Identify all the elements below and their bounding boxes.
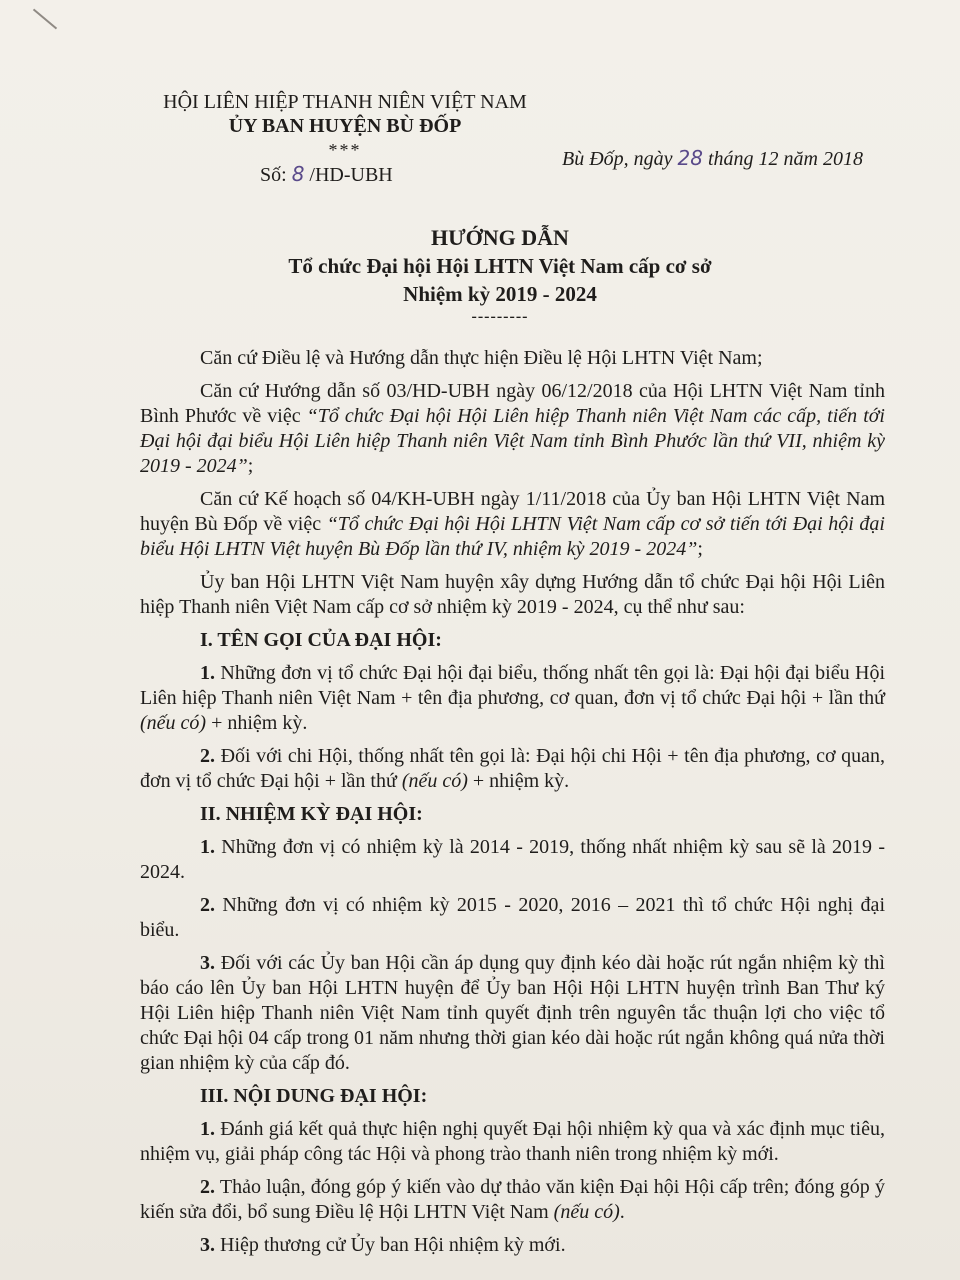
item-text: Những đơn vị tổ chức Đại hội đại biểu, thống nhất tên gọi là: Đại hội đại biểu Hội Liên hiệp Thanh niên Việt Nam + tên địa phương, cơ quan, đơn vị tổ chức Đại hội + lần thứ	[140, 662, 885, 709]
organization-name: HỘI LIÊN HIỆP THANH NIÊN VIỆT NAM	[163, 91, 527, 113]
section-2-item-2	[140, 893, 885, 943]
item-text: Hiệp thương cử Ủy ban Hội nhiệm kỳ mới.	[215, 1234, 566, 1256]
item-number: 1.	[200, 1118, 215, 1140]
paragraph-basis-1: Căn cứ Điều lệ và Hướng dẫn thực hiện Điều lệ Hội LHTN Việt Nam;	[200, 347, 763, 369]
basis-2-quote: “Tổ chức Đại hội Hội Liên hiệp Thanh niên Việt Nam các cấp, tiến tới Đại hội đại biểu Hội Liên hiệp Thanh niên Việt Nam tỉnh Bình Phước lần thứ VII, nhiệm kỳ 2019 - 2024”	[140, 405, 885, 477]
pen-mark	[33, 9, 57, 30]
paragraph-intro: Ủy ban Hội LHTN Việt Nam huyện xây dựng Hướng dẫn tổ chức Đại hội Hội Liên hiệp Thanh niên Việt Nam cấp cơ sở nhiệm kỳ 2019 - 2024, cụ thể như sau:	[140, 571, 885, 618]
doc-number-handwritten: 8	[291, 162, 305, 186]
date-day-handwritten: 28	[677, 146, 703, 170]
item-text: Đối với chi Hội, thống nhất tên gọi là: Đại hội chi Hội + tên địa phương, cơ quan, đơn vị tổ chức Đại hội + lần thứ	[140, 745, 885, 792]
item-number: 2.	[200, 745, 215, 767]
section-1-item-2	[140, 744, 885, 794]
section-3-heading: III. NỘI DUNG ĐẠI HỘI:	[200, 1085, 428, 1107]
item-text-end: + nhiệm kỳ.	[467, 770, 570, 792]
doc-number-suffix: /HD-UBH	[309, 164, 393, 186]
paragraph-basis-3	[140, 487, 885, 562]
item-number: 3.	[200, 1234, 215, 1256]
basis-3-text: Căn cứ Kế hoạch số 04/KH-UBH ngày 1/11/2018 của Ủy ban Hội LHTN Việt Nam huyện Bù Đốp về việc	[140, 488, 885, 535]
section-3-item-3	[140, 1233, 885, 1258]
item-text: Đối với các Ủy ban Hội cần áp dụng quy định kéo dài hoặc rút ngắn nhiệm kỳ thì báo cáo lên Ủy ban Hội LHTN huyện để Ủy ban Hội Hội LHTN huyện trình Ban Thư ký Hội Liên hiệp Thanh niên Việt Nam tỉnh quyết định trên nguyên tắc thuận lợi cho việc tổ chức Đại hội 04 cấp trong 01 năm nhưng thời gian kéo dài hoặc rút ngắn không quá nửa thời gian nhiệm kỳ của cấp đó.	[140, 952, 885, 1074]
section-3-item-1	[140, 1117, 885, 1167]
document-number	[150, 162, 540, 187]
committee-name: ỦY BAN HUYỆN BÙ ĐỐP	[228, 115, 462, 137]
document-body	[140, 346, 885, 1266]
item-text: Đánh giá kết quả thực hiện nghị quyết Đại hội nhiệm kỳ qua và xác định mục tiêu, nhiệm vụ, giải pháp công tác Hội và phong trào thanh niên trong nhiệm kỳ mới.	[140, 1118, 885, 1165]
title-block	[200, 224, 800, 326]
document-subject: Tổ chức Đại hội Hội LHTN Việt Nam cấp cơ sở	[288, 254, 712, 278]
stars-separator: ***	[328, 140, 362, 160]
date-suffix: tháng 12 năm 2018	[708, 148, 863, 170]
document-term: Nhiệm kỳ 2019 - 2024	[403, 282, 597, 306]
basis-2-end: ;	[247, 455, 254, 477]
section-1-heading: I. TÊN GỌI CỦA ĐẠI HỘI:	[200, 629, 442, 651]
item-number: 1.	[200, 662, 215, 684]
date-prefix: Bù Đốp, ngày	[562, 148, 673, 170]
section-3-item-2	[140, 1175, 885, 1225]
item-number: 2.	[200, 894, 215, 916]
item-italic: (nếu có)	[140, 712, 207, 734]
item-italic: (nếu có)	[401, 770, 468, 792]
section-2-item-1	[140, 835, 885, 885]
doc-number-prefix: Số:	[260, 164, 287, 186]
paragraph-basis-2	[140, 379, 885, 479]
item-italic: (nếu có)	[553, 1201, 620, 1223]
item-text: Những đơn vị có nhiệm kỳ là 2014 - 2019, thống nhất nhiệm kỳ sau sẽ là 2019 - 2024.	[140, 836, 885, 883]
section-1-item-1	[140, 661, 885, 736]
item-number: 1.	[200, 836, 215, 858]
basis-3-quote: “Tổ chức Đại hội Hội LHTN Việt Nam cấp cơ sở tiến tới Đại hội đại biểu Hội LHTN Việt huyện Bù Đốp lần thứ IV, nhiệm kỳ 2019 - 2024”	[140, 513, 885, 560]
item-text-end: + nhiệm kỳ.	[206, 712, 308, 734]
item-text: Những đơn vị có nhiệm kỳ 2015 - 2020, 2016 – 2021 thì tổ chức Hội nghị đại biểu.	[140, 894, 885, 941]
issuer-block	[150, 90, 540, 187]
item-text-end: .	[619, 1201, 625, 1223]
item-text: Thảo luận, đóng góp ý kiến vào dự thảo văn kiện Đại hội Hội cấp trên; đóng góp ý kiến sửa đổi, bổ sung Điều lệ Hội LHTN Việt Nam	[140, 1176, 885, 1223]
document-type: HƯỚNG DẪN	[431, 225, 569, 250]
basis-3-end: ;	[697, 538, 703, 560]
section-2-heading: II. NHIỆM KỲ ĐẠI HỘI:	[200, 803, 423, 825]
date-line	[562, 146, 863, 171]
title-divider: ---------	[471, 308, 529, 325]
item-number: 3.	[200, 952, 215, 974]
item-number: 2.	[200, 1176, 215, 1198]
basis-2-text: Căn cứ Hướng dẫn số 03/HD-UBH ngày 06/12/2018 của Hội LHTN Việt Nam tỉnh Bình Phước về việc	[140, 380, 885, 427]
section-2-item-3	[140, 951, 885, 1076]
